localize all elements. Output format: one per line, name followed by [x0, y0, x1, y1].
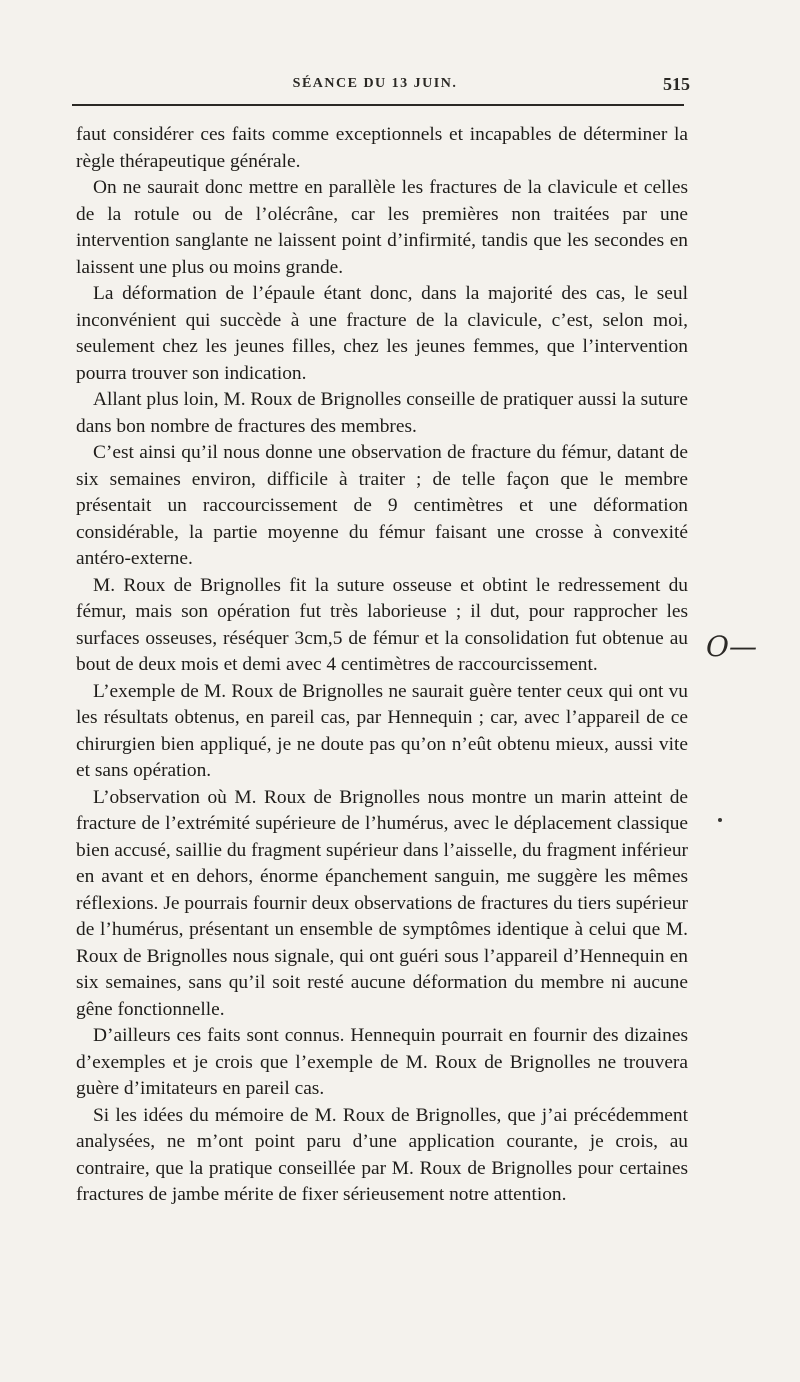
running-title: SÉANCE DU 13 JUIN.: [292, 76, 458, 91]
paragraph: L’observation où M. Roux de Brignolles nous montre un marin atteint de fracture de l’extrémité supérieure de l’humérus, avec le déplacement classique bien accusé, saillie du fragment supérieur dans l’aisselle, du fragment inférieur en avant et en dehors, énorme épanchement sanguin, me suggère les mêmes réflexions. Je pourrais fournir deux observations de fractures du tiers supérieur de l’humérus, présentant un ensemble de symptômes identique à celui que M. Roux de Brignolles nous signale, qui ont guéri sous l’appareil d’Hennequin en six semaines, sans qu’il soit resté aucune déformation du membre ni aucune gêne fonctionnelle.: [76, 786, 688, 1020]
paragraph: La déformation de l’épaule étant donc, dans la majorité des cas, le seul inconvénient qui succède à une fracture de la clavicule, c’est, selon moi, seulement chez les jeunes filles, chez les jeunes femmes, que l’intervention pourra trouver son indication.: [76, 283, 688, 384]
margin-annotation: O—: [706, 630, 757, 663]
page-number: 515: [663, 74, 690, 94]
paragraph: C’est ainsi qu’il nous donne une observation de fracture du fémur, datant de six semaines environ, difficile à traiter ; de telle façon que le membre présentait un raccourcissement de 9 centimètres et une déformation considérable, la partie moyenne du fémur faisant une crosse à convexité antéro-externe.: [76, 442, 688, 569]
paragraph: L’exemple de M. Roux de Brignolles ne saurait guère tenter ceux qui ont vu les résultats obtenus, en pareil cas, par Hennequin ; car, avec l’appareil de ce chirurgien bien appliqué, je ne doute pas qu’on n’eût obtenu mieux, aussi vite et sans opération.: [76, 680, 688, 781]
paragraph: D’ailleurs ces faits sont connus. Hennequin pourrait en fournir des dizaines d’exemples et je crois que l’exemple de M. Roux de Brignolles ne trouvera guère d’imitateurs en pareil cas.: [76, 1025, 688, 1099]
body-text: [76, 122, 688, 1209]
paragraph: Si les idées du mémoire de M. Roux de Brignolles, que j’ai précédemment analysées, ne m’ont point paru d’une application courante, je crois, au contraire, que la pratique conseillée par M. Roux de Brignolles pour certaines fractures de jambe mérite de fixer sérieusement notre attention.: [76, 1104, 688, 1205]
header-rule: [72, 104, 684, 106]
margin-dot: [718, 818, 722, 822]
paragraph: M. Roux de Brignolles fit la suture osseuse et obtint le redressement du fémur, mais son opération fut très laborieuse ; il dut, pour rapprocher les surfaces osseuses, réséquer 3cm,5 de fémur et la consolidation fut obtenue au bout de deux mois et demi avec 4 centimètres de raccourcissement.: [76, 574, 688, 675]
paragraph: faut considérer ces faits comme exceptionnels et incapables de déterminer la règle thérapeutique générale.: [76, 124, 688, 172]
running-head: [60, 74, 690, 102]
paragraph: On ne saurait donc mettre en parallèle les fractures de la clavicule et celles de la rotule ou de l’olécrâne, car les premières non traitées par une intervention sanglante ne laissent point d’infirmité, tandis que les secondes en laissent une plus ou moins grande.: [76, 177, 688, 278]
paragraph: Allant plus loin, M. Roux de Brignolles conseille de pratiquer aussi la suture dans bon nombre de fractures des membres.: [76, 389, 688, 437]
